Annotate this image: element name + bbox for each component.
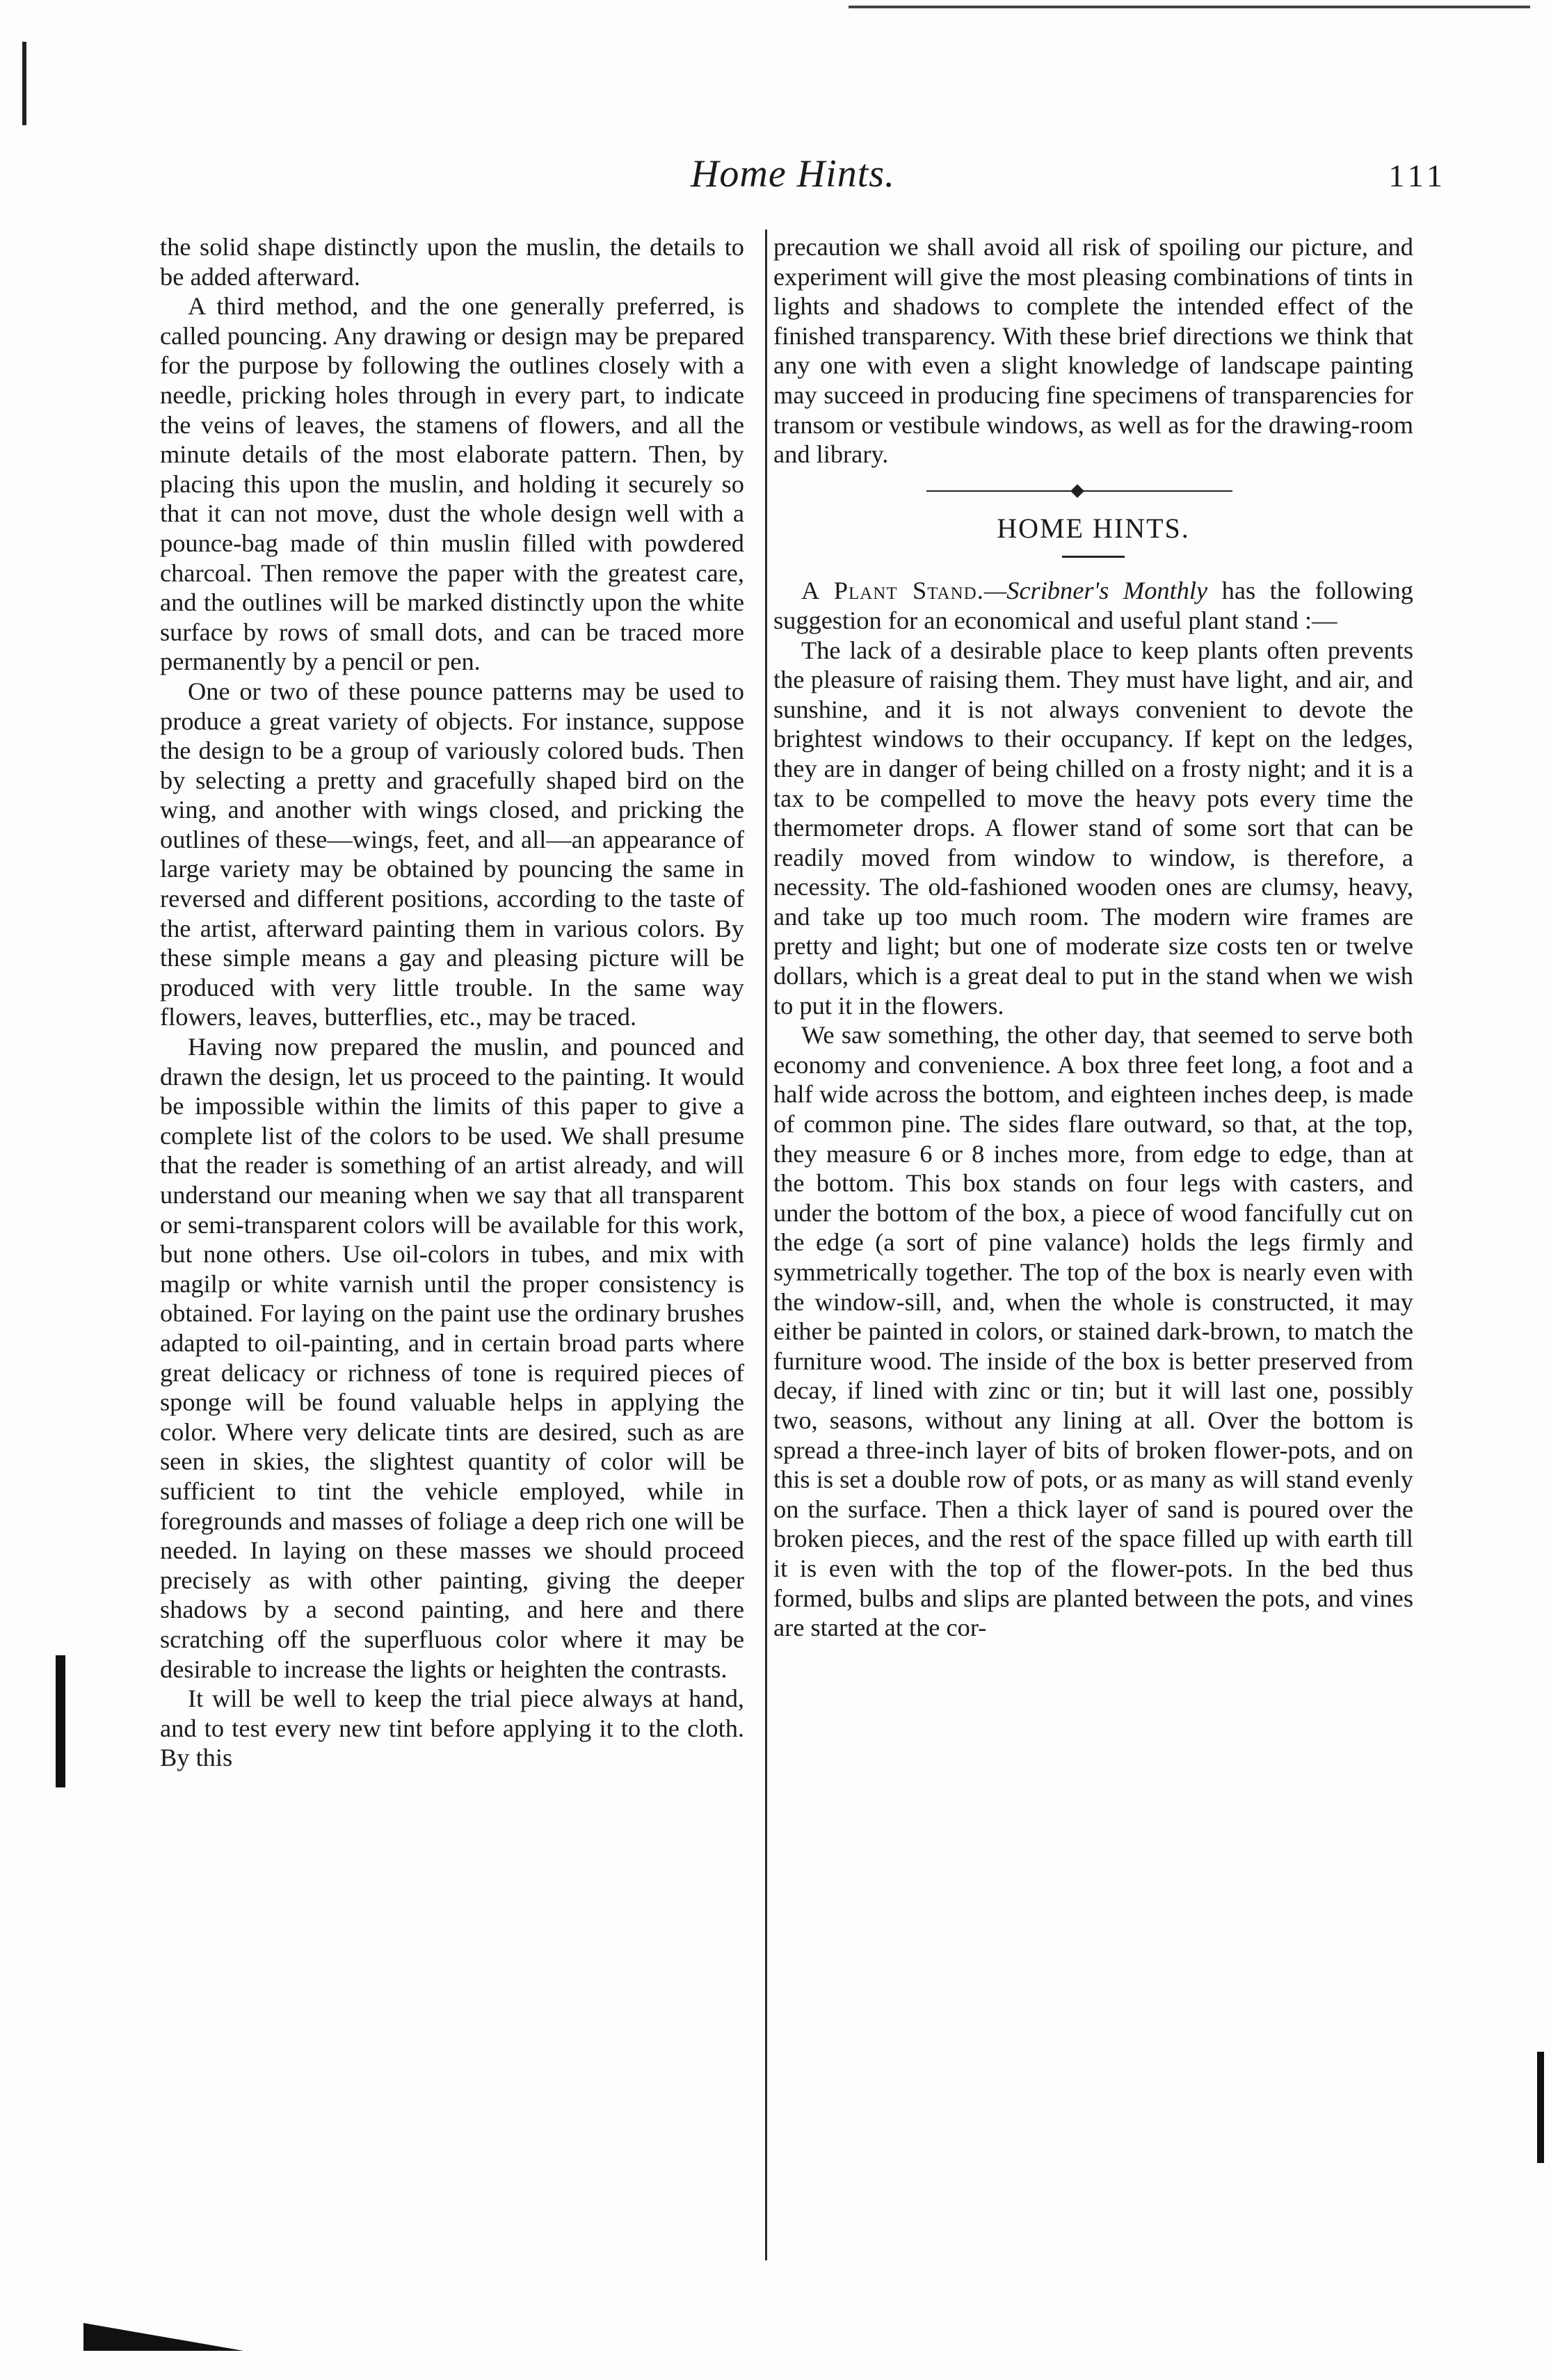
- section-separator: [773, 469, 1413, 511]
- column-divider: [765, 230, 767, 2260]
- scan-margin-mark-right: [1537, 2052, 1544, 2163]
- paragraph: We saw something, the other day, that seemed to serve both economy and convenience. A box three feet long, a foot and a half wide across the bottom, and eighteen inches deep, is made of common pine. The sides flare outward, so that, at the top, they measure 6 or 8 inches more, from edge to edge, than at the bottom. This box stands on four legs with casters, and under the bottom of the box, a piece of wood fancifully cut on the edge (a sort of pine valance) holds the legs firmly and symmetrically together. The top of the box is nearly even with the window-sill, and, when the whole is constructed, it may either be painted in colors, or stained dark-brown, to match the furniture wood. The inside of the box is better preserved from decay, if lined with zinc or tin; but it will last one, possibly two, seasons, without any lining at all. Over the bottom is spread a three-inch layer of bits of broken flower-pots, and on this is set a double row of pots, or as many as will stand evenly on the surface. Then a thick layer of sand is poured over the broken pieces, and the rest of the space filled up with earth till it is even with the top of the flower-pots. In the bed thus formed, bulbs and slips are planted between the pots, and vines are started at the cor-: [773, 1021, 1413, 1642]
- left-column: [160, 232, 744, 1773]
- paragraph: One or two of these pounce patterns may be used to produce a great variety of objects. For instance, suppose the design to be a group of variously colored buds. Then by selecting a pretty and gracefully shaped bird on the wing, and another with wings closed, and pricking the outlines of these—wings, feet, and all—an appearance of large variety may be obtained by pouncing the same in reversed and different positions, according to the taste of the artist, afterward painting them in various colors. By these simple means a gay and pleasing picture will be produced with very little trouble. In the same way flowers, leaves, butterflies, etc., may be traced.: [160, 677, 744, 1031]
- article-heading-line: [773, 576, 1413, 635]
- paragraph: The lack of a desirable place to keep plants often prevents the pleasure of raising them. They must have light, and air, and sunshine, and it is not always convenient to devote the brightest windows to their occupancy. If kept on the ledges, they are in danger of being chilled on a frosty night; and it is a tax to be compelled to move the heavy pots every time the thermometer drops. A flower stand of some sort that can be readily moved from window to window, is therefore, a necessity. The old-fashioned wooden ones are clumsy, heavy, and take up too much room. The modern wire frames are pretty and light; but one of moderate size costs ten or twelve dollars, which is a great deal to put in the stand when we wish to put it in the flowers.: [773, 636, 1413, 1020]
- scan-margin-mark: [56, 1655, 65, 1787]
- section-title: HOME HINTS.: [997, 512, 1190, 544]
- paragraph: A third method, and the one generally preferred, is called pouncing. Any drawing or design may be prepared for the purpose by following the outlines closely with a needle, pricking holes through in every part, to indicate the veins of leaves, the stamens of flowers, and all the minute details of the most elaborate pattern. Then, by placing this upon the muslin, and holding it securely so that it can not move, dust the whole design well with a pounce-bag made of thin muslin filled with powdered charcoal. Then remove the paper with the greatest care, and the outlines will be marked distinctly upon the white surface by rows of small dots, and can be traced more permanently by a pencil or pen.: [160, 292, 744, 676]
- article-source: —Scribner's Monthly: [983, 577, 1208, 605]
- scan-corner-wedge: [83, 2323, 243, 2351]
- right-column: [773, 232, 1413, 1643]
- paragraph: the solid shape distinctly upon the muslin, the details to be added afterward.: [160, 233, 744, 291]
- top-edge-rule: [849, 6, 1530, 8]
- title-underline-rule: [1062, 556, 1125, 558]
- paragraph: It will be well to keep the trial piece always at hand, and to test every new tint before applying it to the cloth. By this: [160, 1685, 744, 1772]
- article-lead: has the following suggestion for an economical and useful plant stand :—: [773, 577, 1413, 634]
- paragraph: precaution we shall avoid all risk of spoiling our picture, and experiment will give the most pleasing combinations of tints in lights and shadows to complete the intended effect of the finished transparency. With these brief directions we think that any one with even a slight knowledge of landscape painting may succeed in producing fine specimens of transparencies for transom or vestibule windows, as well as for the drawing-room and library.: [773, 233, 1413, 469]
- running-head: Home Hints.: [690, 152, 896, 195]
- binding-edge-mark: [22, 42, 26, 125]
- page-number: 111: [1388, 158, 1447, 193]
- paragraph: Having now prepared the muslin, and pounced and drawn the design, let us proceed to the painting. It would be impossible within the limits of this paper to give a complete list of the colors to be used. We shall presume that the reader is something of an artist already, and will understand our meaning when we say that all transparent or semi-transparent colors will be available for this work, but none others. Use oil-colors in tubes, and mix with magilp or white varnish until the proper consistency is obtained. For laying on the paint use the ordinary brushes adapted to oil-painting, and in certain broad parts where great delicacy or richness of tone is required pieces of sponge will be found valuable helps in applying the color. Where very delicate tints are desired, such as are seen in skies, the slightest quantity of color will be sufficient to tint the vehicle employed, while in foregrounds and masses of foliage a deep rich one will be needed. In laying on these masses we should proceed precisely as with other painting, giving the deeper shadows by a second painting, and here and there scratching off the superfluous color where it may be desirable to increase the lights or heighten the contrasts.: [160, 1033, 744, 1683]
- article-heading: A Plant Stand.: [801, 577, 984, 605]
- separator-ornament: [1070, 484, 1084, 498]
